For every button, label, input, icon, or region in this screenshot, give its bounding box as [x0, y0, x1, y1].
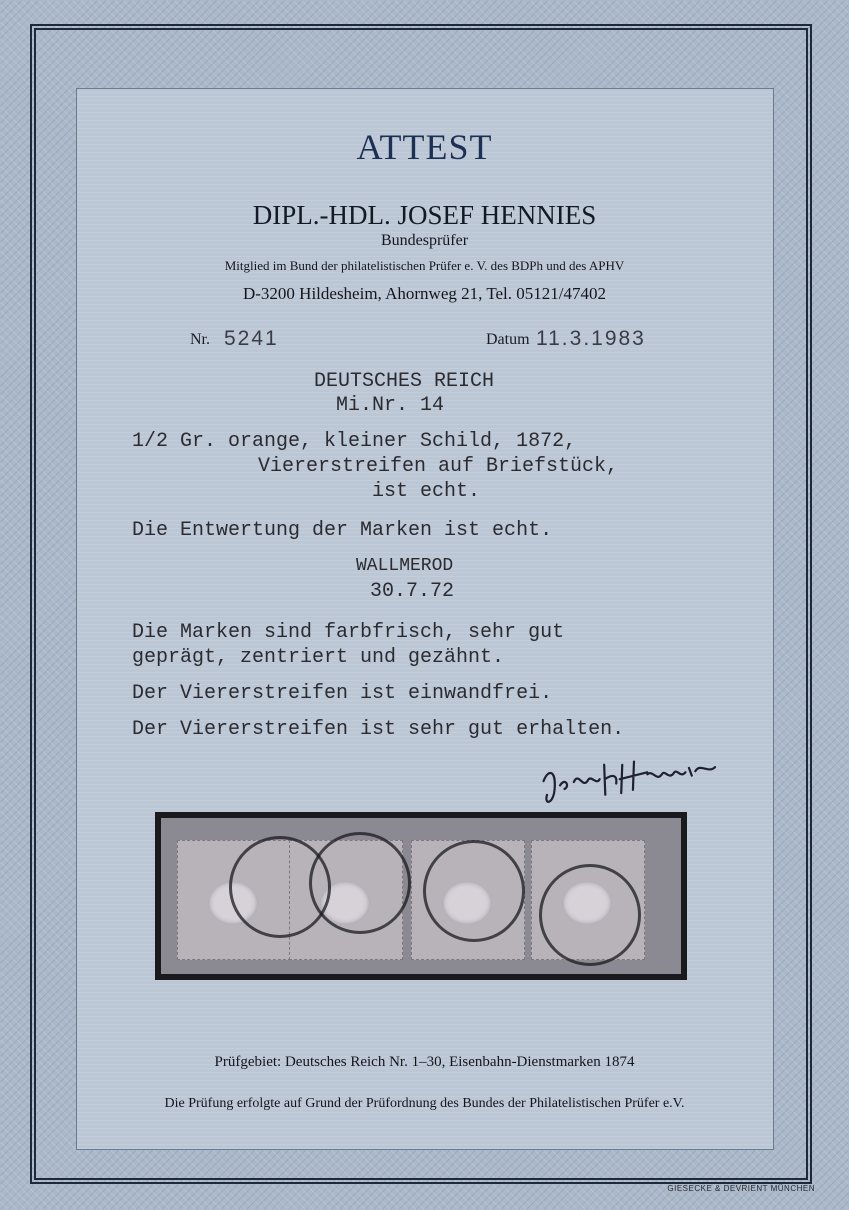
- examination-basis: Die Prüfung erfolgte auf Grund der Prüfordnung des Bundes der Philatelistischen Prüfer e.V.: [164, 1096, 685, 1111]
- condition-line-4: Der Viererstreifen ist sehr gut erhalten.: [132, 718, 625, 741]
- examiner-name: DIPL.-HDL. JOSEF HENNIES: [252, 200, 597, 230]
- postmark-circle: [309, 832, 411, 934]
- certificate-number: 5241: [224, 327, 279, 350]
- examiner-role: Bundesprüfer: [380, 232, 469, 249]
- printer-imprint: GIESECKE & DEVRIENT MÜNCHEN: [667, 1184, 815, 1193]
- catalogue-number: Mi.Nr. 14: [336, 394, 445, 417]
- address-line: D-3200 Hildesheim, Ahornweg 21, Tel. 05121/47402: [242, 284, 607, 303]
- cancellation-place: WALLMEROD: [356, 556, 454, 576]
- condition-line-3: Der Viererstreifen ist einwandfrei.: [132, 682, 553, 705]
- postmark-circle: [539, 864, 641, 966]
- cancellation-statement: Die Entwertung der Marken ist echt.: [132, 519, 553, 542]
- stamp-strip-image: [161, 818, 681, 974]
- postmark-circle: [423, 840, 525, 942]
- certificate-date: 11.3.1983: [536, 327, 646, 350]
- nr-label: Nr.: [190, 331, 210, 348]
- examination-scope: Prüfgebiet: Deutsches Reich Nr. 1–30, Eisenbahn-Dienstmarken 1874: [214, 1054, 635, 1070]
- cancellation-date: 30.7.72: [370, 580, 455, 603]
- date-label: Datum: [486, 331, 530, 348]
- membership-line: Mitglied im Bund der philatelistischen Prüfer e. V. des BDPh und des APHV: [224, 258, 625, 273]
- genuineness-statement: ist echt.: [372, 480, 481, 503]
- certificate-title: ATTEST: [356, 127, 493, 167]
- stamp-format: Viererstreifen auf Briefstück,: [258, 455, 619, 478]
- condition-line-1: Die Marken sind farbfrisch, sehr gut: [132, 621, 565, 644]
- stamp-description: 1/2 Gr. orange, kleiner Schild, 1872,: [132, 430, 577, 453]
- stamp-photo: [155, 812, 687, 980]
- condition-line-2: geprägt, zentriert und gezähnt.: [132, 646, 505, 669]
- country-line: DEUTSCHES REICH: [314, 370, 495, 393]
